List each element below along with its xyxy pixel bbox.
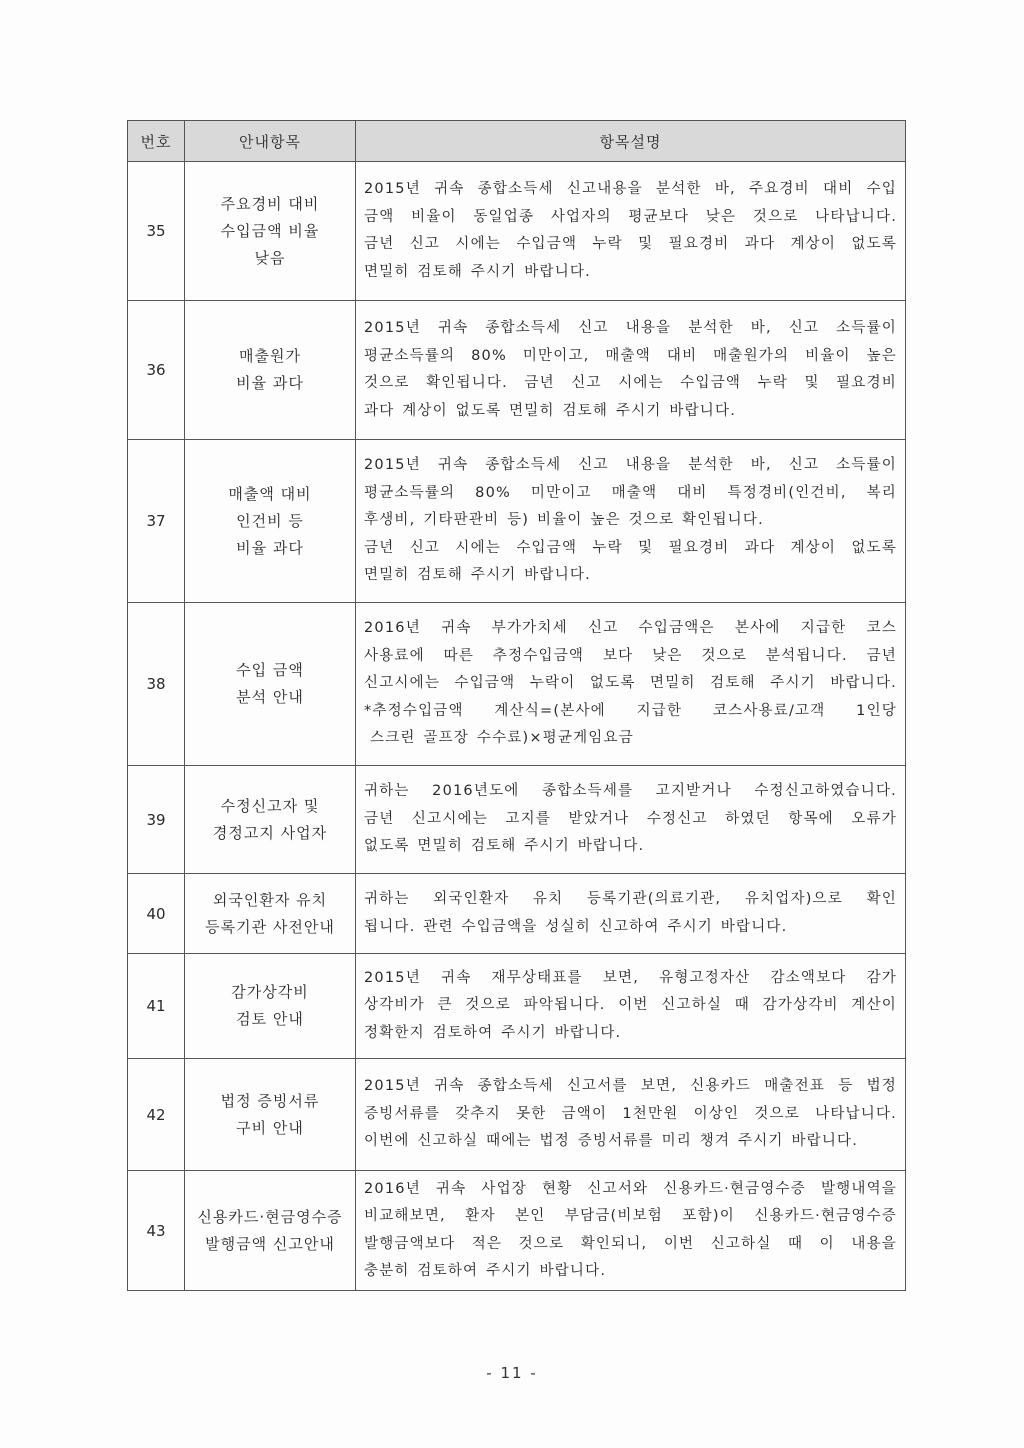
item-line: 검토 안내	[236, 1010, 304, 1028]
row-description	[356, 766, 906, 874]
row-description	[356, 440, 906, 603]
row-number: 41	[128, 954, 185, 1059]
item-line: 수입 금액	[236, 661, 304, 679]
description-line: 2015년 귀속 종합소득세 신고서를 보면, 신용카드 매출전표 등 법정	[364, 1078, 897, 1095]
description-line: 비교해보면, 환자 본인 부담금(비보험 포함)이 신용카드·현금영수증	[364, 1208, 897, 1224]
page-number: - 11 -	[486, 1364, 538, 1382]
description-line: 금년 신고시에는 고지를 받았거나 수정신고 하였던 항목에 오류가	[364, 810, 897, 827]
description-line: 과다 계상이 없도록 면밀히 검토해 주시기 바랍니다.	[364, 402, 737, 419]
row-description	[356, 1059, 906, 1171]
description-line: 귀하는 2016년도에 종합소득세를 고지받거나 수정신고하였습니다.	[364, 783, 897, 800]
item-line: 신용카드·현금영수증	[197, 1207, 343, 1226]
row-number: 42	[128, 1059, 185, 1171]
item-line: 감가상각비	[231, 983, 309, 1001]
row-number: 39	[128, 766, 185, 874]
item-line: 비율 과다	[236, 538, 304, 557]
table-row	[128, 766, 906, 874]
header-item: 안내항목	[185, 121, 356, 162]
description-line: 정확한지 검토하여 주시기 바랍니다.	[364, 1024, 622, 1041]
description-line: *추정수입금액 계산식=(본사에 지급한 코스사용료/고객 1인당	[364, 702, 897, 719]
item-line: 발행금액 신고안내	[205, 1234, 335, 1253]
description-line: 후생비, 기타판관비 등) 비율이 높은 것으로 확인됩니다.	[364, 512, 764, 529]
table-row	[128, 1059, 906, 1171]
description-line: 금액 비율이 동일업종 사업자의 평균보다 낮은 것으로 나타납니다.	[364, 208, 897, 225]
row-item	[185, 162, 356, 301]
item-line: 구비 안내	[236, 1118, 304, 1137]
description-line: 상각비가 큰 것으로 파악됩니다. 이번 신고하실 때 감가상각비 계산이	[364, 997, 897, 1014]
description-line: 사용료에 따른 추정수입금액 보다 낮은 것으로 분석됩니다. 금년	[364, 647, 897, 664]
item-line: 수입금액 비율	[220, 221, 320, 240]
table-row	[128, 440, 906, 603]
description-line: 평균소득률의 80% 미만이고 매출액 대비 특정경비(인건비, 복리	[364, 484, 897, 501]
row-item	[185, 1171, 356, 1291]
table-row	[128, 301, 906, 440]
item-line: 매출액 대비	[228, 484, 312, 503]
description-line: 것으로 확인됩니다. 금년 신고 시에는 수입금액 누락 및 필요경비	[364, 375, 897, 391]
row-description	[356, 603, 906, 766]
item-line: 분석 안내	[236, 688, 304, 706]
table-row	[128, 954, 906, 1059]
row-number: 43	[128, 1171, 185, 1291]
row-number: 36	[128, 301, 185, 440]
description-line: 충분히 검토하여 주시기 바랍니다.	[364, 1263, 607, 1279]
row-item	[185, 301, 356, 440]
description-line: 평균소득률의 80% 미만이고, 매출액 대비 매출원가의 비율이 높은	[364, 347, 897, 364]
row-description	[356, 162, 906, 301]
item-line: 주요경비 대비	[220, 194, 320, 213]
description-line: 금년 신고 시에는 수입금액 누락 및 필요경비 과다 계상이 없도록	[364, 539, 897, 556]
description-line: 증빙서류를 갖추지 못한 금액이 1천만원 이상인 것으로 나타납니다.	[364, 1105, 897, 1122]
description-line: 발행금액보다 적은 것으로 확인되니, 이번 신고하실 때 이 내용을	[364, 1235, 897, 1252]
item-line: 경정고지 사업자	[212, 823, 328, 842]
description-line: 2016년 귀속 부가가치세 신고 수입금액은 본사에 지급한 코스	[364, 620, 897, 637]
description-line: 신고시에는 수입금액 누락이 없도록 면밀히 검토해 주시기 바랍니다.	[364, 675, 897, 692]
description-line: 됩니다. 관련 수입금액을 성실히 신고하여 주시기 바랍니다.	[364, 918, 788, 935]
header-description: 항목설명	[356, 121, 906, 162]
description-line: 귀하는 외국인환자 유치 등록기관(의료기관, 유치업자)으로 확인	[364, 891, 897, 907]
item-line: 인건비 등	[236, 511, 304, 530]
table-row	[128, 162, 906, 301]
item-line: 법정 증빙서류	[220, 1091, 320, 1110]
description-line: 이번에 신고하실 때에는 법정 증빙서류를 미리 챙겨 주시기 바랍니다.	[364, 1133, 859, 1150]
description-line: 2015년 귀속 종합소득세 신고 내용을 분석한 바, 신고 소득률이	[364, 457, 897, 474]
description-line: 스크린 골프장 수수료)×평균게임요금	[370, 730, 634, 747]
description-line: 금년 신고 시에는 수입금액 누락 및 필요경비 과다 계상이 없도록	[364, 236, 897, 252]
header-number: 번호	[128, 121, 185, 162]
description-line: 2015년 귀속 종합소득세 신고 내용을 분석한 바, 신고 소득률이	[364, 320, 897, 336]
table-row	[128, 603, 906, 766]
description-line: 없도록 면밀히 검토해 주시기 바랍니다.	[364, 838, 645, 855]
row-item	[185, 1059, 356, 1171]
row-item	[185, 440, 356, 603]
item-line: 수정신고자 및	[220, 796, 320, 815]
row-item	[185, 874, 356, 954]
row-number: 38	[128, 603, 185, 766]
row-description	[356, 874, 906, 954]
item-line: 낮음	[254, 248, 286, 267]
table-header-row	[128, 121, 906, 162]
table-body	[128, 162, 906, 1291]
row-number: 35	[128, 162, 185, 301]
item-line: 등록기관 사전안내	[205, 917, 335, 936]
row-number: 37	[128, 440, 185, 603]
row-number: 40	[128, 874, 185, 954]
table-row	[128, 874, 906, 954]
row-description	[356, 301, 906, 440]
description-line: 2015년 귀속 재무상태표를 보면, 유형고정자산 감소액보다 감가	[364, 969, 897, 986]
row-item	[185, 766, 356, 874]
row-item	[185, 603, 356, 766]
item-line: 매출원가	[239, 347, 301, 365]
item-line: 외국인환자 유치	[212, 890, 328, 909]
guidance-table	[127, 120, 906, 1291]
description-line: 면밀히 검토해 주시기 바랍니다.	[364, 567, 591, 584]
row-description	[356, 954, 906, 1059]
table-row	[128, 1171, 906, 1291]
description-line: 면밀히 검토해 주시기 바랍니다.	[364, 263, 591, 280]
row-item	[185, 954, 356, 1059]
row-description	[356, 1171, 906, 1291]
description-line: 2016년 귀속 사업장 현황 신고서와 신용카드·현금영수증 발행내역을	[364, 1180, 897, 1197]
description-line: 2015년 귀속 종합소득세 신고내용을 분석한 바, 주요경비 대비 수입	[364, 181, 897, 197]
item-line: 비율 과다	[236, 374, 304, 392]
